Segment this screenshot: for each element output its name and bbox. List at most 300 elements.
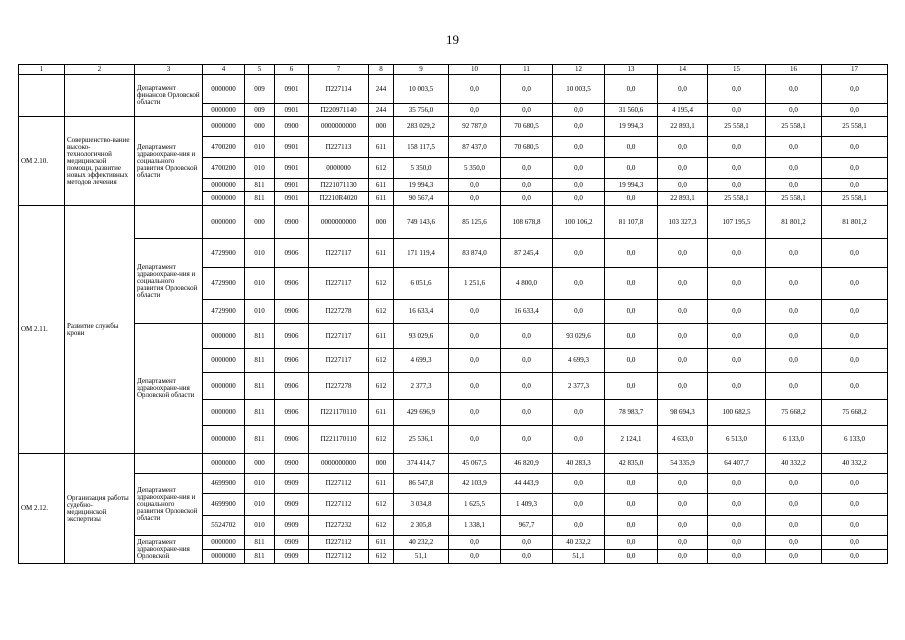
data-cell: 0,0 — [708, 179, 766, 192]
data-cell: 40 332,2 — [822, 454, 888, 474]
data-cell: 25 536,1 — [394, 426, 449, 454]
data-cell: 0,0 — [658, 516, 708, 536]
data-cell: 0,0 — [822, 474, 888, 494]
header-cell: 13 — [605, 65, 658, 75]
data-cell: 0,0 — [766, 239, 822, 268]
data-cell: 010 — [245, 494, 275, 516]
data-cell: 0,0 — [605, 75, 658, 104]
data-cell: 0,0 — [449, 75, 501, 104]
data-cell: 4729900 — [203, 239, 245, 268]
data-cell: 611 — [369, 400, 394, 426]
section-name-cell: Организация работы судебно-медицинской экспертизы — [65, 454, 135, 564]
data-cell: 100 106,2 — [553, 206, 605, 239]
data-cell: 0000000 — [203, 206, 245, 239]
data-cell: 40 283,3 — [553, 454, 605, 474]
data-cell: 0,0 — [501, 104, 553, 117]
data-cell: 54 335,9 — [658, 454, 708, 474]
data-cell: 0,0 — [766, 494, 822, 516]
header-cell: 8 — [369, 65, 394, 75]
data-cell: 81 801,2 — [822, 206, 888, 239]
data-cell: 0,0 — [708, 324, 766, 349]
data-cell: 0000000 — [203, 550, 245, 564]
data-cell: 0,0 — [822, 137, 888, 158]
data-cell: 0,0 — [708, 349, 766, 373]
data-cell: 0,0 — [501, 426, 553, 454]
data-cell: 0000000 — [203, 104, 245, 117]
data-cell: 19 994,3 — [605, 179, 658, 192]
table-row — [19, 536, 888, 550]
data-cell: 4700200 — [203, 158, 245, 179]
data-cell: 0,0 — [553, 158, 605, 179]
data-cell: 0,0 — [766, 474, 822, 494]
data-cell: 967,7 — [501, 516, 553, 536]
data-cell: 0,0 — [766, 516, 822, 536]
data-cell: П227113 — [309, 137, 369, 158]
header-cell: 4 — [203, 65, 245, 75]
data-cell: 5 350,0 — [394, 158, 449, 179]
data-cell: 4699900 — [203, 474, 245, 494]
data-cell: 0906 — [275, 400, 309, 426]
header-cell: 15 — [708, 65, 766, 75]
data-cell: 45 067,5 — [449, 454, 501, 474]
data-cell: 0,0 — [449, 536, 501, 550]
data-cell: 171 119,4 — [394, 239, 449, 268]
data-cell: 0,0 — [708, 268, 766, 300]
data-cell: 158 117,5 — [394, 137, 449, 158]
data-cell: 0,0 — [449, 426, 501, 454]
section-name-cell: Совершенство-вание высоко-технологичной медицинской помощи, развитие новых эффективных методов лечения — [65, 117, 135, 206]
data-cell: 0,0 — [605, 137, 658, 158]
data-cell: 25 558,1 — [822, 192, 888, 206]
data-cell: 0909 — [275, 494, 309, 516]
data-cell: 1 338,1 — [449, 516, 501, 536]
data-cell: П220971140 — [309, 104, 369, 117]
data-cell: 0909 — [275, 536, 309, 550]
data-cell: 0,0 — [553, 516, 605, 536]
data-cell: 6 133,0 — [766, 426, 822, 454]
header-cell: 16 — [766, 65, 822, 75]
data-cell: 0,0 — [449, 104, 501, 117]
data-cell: 4729900 — [203, 268, 245, 300]
data-cell: 0906 — [275, 268, 309, 300]
data-cell: 374 414,7 — [394, 454, 449, 474]
data-cell: 0909 — [275, 474, 309, 494]
data-cell: 0,0 — [605, 536, 658, 550]
table-row — [19, 75, 888, 104]
data-cell: 0000000 — [203, 179, 245, 192]
department-cell: Департамент финансов Орловской области — [135, 75, 203, 117]
data-cell: 612 — [369, 158, 394, 179]
data-cell: 0000000 — [203, 400, 245, 426]
budget-table — [18, 64, 888, 564]
data-cell: 83 874,0 — [449, 239, 501, 268]
data-cell: 93 029,6 — [394, 324, 449, 349]
data-cell: 0,0 — [658, 474, 708, 494]
data-cell: 42 103,9 — [449, 474, 501, 494]
data-cell: 0,0 — [708, 516, 766, 536]
table-row — [19, 324, 888, 349]
data-cell: 0,0 — [658, 158, 708, 179]
data-cell: 612 — [369, 516, 394, 536]
data-cell: 0,0 — [449, 324, 501, 349]
data-cell: П2210R4020 — [309, 192, 369, 206]
data-cell: П221170110 — [309, 426, 369, 454]
header-cell: 17 — [822, 65, 888, 75]
data-cell: 0,0 — [658, 239, 708, 268]
data-cell: 0000000 — [203, 426, 245, 454]
data-cell: 0,0 — [822, 158, 888, 179]
data-cell: 0,0 — [708, 536, 766, 550]
data-cell: 811 — [245, 536, 275, 550]
data-cell: 16 633,4 — [394, 300, 449, 324]
data-cell: 4699900 — [203, 494, 245, 516]
data-cell: 25 558,1 — [708, 117, 766, 137]
data-cell: 612 — [369, 373, 394, 400]
data-cell: 0000000 — [309, 158, 369, 179]
data-cell: 000 — [245, 454, 275, 474]
page-number: 19 — [446, 32, 459, 47]
data-cell: 0909 — [275, 550, 309, 564]
data-cell: 0000000 — [203, 454, 245, 474]
data-cell: 611 — [369, 239, 394, 268]
data-cell: 0901 — [275, 137, 309, 158]
header-cell: 9 — [394, 65, 449, 75]
data-cell: 1 625,5 — [449, 494, 501, 516]
data-cell: 0,0 — [501, 373, 553, 400]
department-cell — [135, 206, 203, 239]
data-cell: 44 443,9 — [501, 474, 553, 494]
data-cell: П221071130 — [309, 179, 369, 192]
data-cell: 0,0 — [605, 373, 658, 400]
department-cell: Департамент здравоохране-ния Орловской области — [135, 324, 203, 454]
header-cell: 2 — [65, 65, 135, 75]
data-cell: 35 756,0 — [394, 104, 449, 117]
data-cell: П221170110 — [309, 400, 369, 426]
data-cell: 611 — [369, 192, 394, 206]
data-cell: 2 377,3 — [394, 373, 449, 400]
data-cell: 85 125,6 — [449, 206, 501, 239]
table-row — [19, 454, 888, 474]
data-cell: 0,0 — [553, 104, 605, 117]
department-cell: Департамент здравоохране-ния и социального развития Орловской области — [135, 474, 203, 536]
data-cell: 0,0 — [766, 373, 822, 400]
data-cell: 0,0 — [766, 324, 822, 349]
data-cell: 0,0 — [822, 550, 888, 564]
data-cell: 5 350,0 — [449, 158, 501, 179]
data-cell: 811 — [245, 349, 275, 373]
data-cell: 0,0 — [501, 75, 553, 104]
data-cell: 010 — [245, 158, 275, 179]
data-cell: 93 029,6 — [553, 324, 605, 349]
table-row — [19, 474, 888, 494]
header-cell: 7 — [309, 65, 369, 75]
data-cell: 0,0 — [822, 75, 888, 104]
data-cell: 0000000 — [203, 324, 245, 349]
data-cell: 010 — [245, 516, 275, 536]
data-cell: 429 696,9 — [394, 400, 449, 426]
data-cell: 51,1 — [394, 550, 449, 564]
data-cell: 0,0 — [553, 400, 605, 426]
data-cell: 0,0 — [501, 536, 553, 550]
data-cell: 40 232,2 — [394, 536, 449, 550]
data-cell: 010 — [245, 474, 275, 494]
data-cell: 0000000000 — [309, 206, 369, 239]
data-cell: 2 124,1 — [605, 426, 658, 454]
data-cell: 612 — [369, 550, 394, 564]
data-cell: 0,0 — [501, 324, 553, 349]
data-cell: 0,0 — [822, 268, 888, 300]
data-cell: 0,0 — [553, 117, 605, 137]
data-cell: 0,0 — [658, 179, 708, 192]
department-cell: Департамент здравоохране-ния Орловской — [135, 536, 203, 564]
data-cell: 4 699,3 — [553, 349, 605, 373]
data-cell: 0,0 — [605, 300, 658, 324]
data-cell: 25 558,1 — [822, 117, 888, 137]
data-cell: 0,0 — [449, 550, 501, 564]
data-cell: 0,0 — [553, 426, 605, 454]
data-cell: 000 — [245, 117, 275, 137]
data-cell: 0000000000 — [309, 117, 369, 137]
data-cell: 0,0 — [501, 349, 553, 373]
data-cell: 0,0 — [822, 373, 888, 400]
header-cell: 5 — [245, 65, 275, 75]
data-cell: 0,0 — [501, 400, 553, 426]
data-cell: 0,0 — [708, 158, 766, 179]
data-cell: 811 — [245, 179, 275, 192]
data-cell: 0,0 — [658, 494, 708, 516]
data-cell: 0,0 — [605, 324, 658, 349]
section-name-cell — [65, 75, 135, 117]
data-cell: 244 — [369, 104, 394, 117]
data-cell: 0,0 — [822, 324, 888, 349]
data-cell: 4 195,4 — [658, 104, 708, 117]
data-cell: 0,0 — [658, 324, 708, 349]
data-cell: 0,0 — [766, 158, 822, 179]
data-cell: 0906 — [275, 426, 309, 454]
data-cell: 0,0 — [658, 137, 708, 158]
data-cell: 0,0 — [449, 400, 501, 426]
data-cell: 0,0 — [708, 75, 766, 104]
data-cell: 009 — [245, 75, 275, 104]
data-cell: 6 051,6 — [394, 268, 449, 300]
data-cell: 75 668,2 — [822, 400, 888, 426]
header-cell: 12 — [553, 65, 605, 75]
data-cell: П227117 — [309, 349, 369, 373]
data-cell: 000 — [369, 117, 394, 137]
data-cell: 0,0 — [708, 474, 766, 494]
table-row — [19, 117, 888, 137]
data-cell: 612 — [369, 300, 394, 324]
data-cell: 0,0 — [708, 239, 766, 268]
data-cell: 40 232,2 — [553, 536, 605, 550]
department-cell — [135, 454, 203, 474]
data-cell: 0,0 — [658, 349, 708, 373]
data-cell: 0000000 — [203, 373, 245, 400]
data-cell: 0,0 — [553, 179, 605, 192]
data-cell: 0,0 — [766, 104, 822, 117]
data-cell: 0,0 — [605, 192, 658, 206]
data-cell: 0,0 — [708, 494, 766, 516]
data-cell: П227117 — [309, 268, 369, 300]
data-cell: 10 003,5 — [553, 75, 605, 104]
data-cell: 81 801,2 — [766, 206, 822, 239]
data-cell: 0900 — [275, 454, 309, 474]
data-cell: 244 — [369, 75, 394, 104]
data-cell: 2 305,8 — [394, 516, 449, 536]
data-cell: 4700200 — [203, 137, 245, 158]
data-cell: 0901 — [275, 104, 309, 117]
data-cell: 0,0 — [766, 550, 822, 564]
data-cell: 0,0 — [766, 137, 822, 158]
data-cell: 90 567,4 — [394, 192, 449, 206]
data-cell: 0906 — [275, 300, 309, 324]
section-name-cell: Развитие службы крови — [65, 206, 135, 454]
data-cell: П227114 — [309, 75, 369, 104]
data-cell: 78 983,7 — [605, 400, 658, 426]
header-cell: 11 — [501, 65, 553, 75]
data-cell: 0,0 — [553, 137, 605, 158]
data-cell: 811 — [245, 192, 275, 206]
data-cell: 0906 — [275, 324, 309, 349]
data-cell: 40 332,2 — [766, 454, 822, 474]
data-cell: 000 — [369, 454, 394, 474]
data-cell: 51,1 — [553, 550, 605, 564]
data-cell: 25 558,1 — [766, 192, 822, 206]
data-cell: 16 633,4 — [501, 300, 553, 324]
data-cell: 611 — [369, 474, 394, 494]
data-cell: П227117 — [309, 239, 369, 268]
data-cell: 0,0 — [822, 349, 888, 373]
data-cell: 811 — [245, 426, 275, 454]
data-cell: 811 — [245, 324, 275, 349]
data-cell: 25 558,1 — [708, 192, 766, 206]
data-cell: 0,0 — [822, 300, 888, 324]
data-cell: П227278 — [309, 373, 369, 400]
data-cell: П227232 — [309, 516, 369, 536]
data-cell: 749 143,6 — [394, 206, 449, 239]
data-cell: 0,0 — [501, 192, 553, 206]
data-cell: 009 — [245, 104, 275, 117]
data-cell: 75 668,2 — [766, 400, 822, 426]
section-code-cell: ОМ 2.11. — [19, 206, 65, 454]
data-cell: 010 — [245, 239, 275, 268]
data-cell: 0,0 — [605, 158, 658, 179]
data-cell: 0,0 — [501, 179, 553, 192]
data-cell: 0,0 — [766, 349, 822, 373]
data-cell: 6 133,0 — [822, 426, 888, 454]
data-cell: 0,0 — [766, 75, 822, 104]
data-cell: 31 560,6 — [605, 104, 658, 117]
data-cell: 0,0 — [658, 550, 708, 564]
data-cell: 0000000 — [203, 349, 245, 373]
data-cell: 0,0 — [766, 536, 822, 550]
data-cell: 0901 — [275, 75, 309, 104]
table-row — [19, 206, 888, 239]
data-cell: 0,0 — [605, 516, 658, 536]
data-cell: 0,0 — [766, 300, 822, 324]
data-cell: 0,0 — [708, 137, 766, 158]
data-cell: 0,0 — [708, 300, 766, 324]
header-cell: 10 — [449, 65, 501, 75]
data-cell: 611 — [369, 137, 394, 158]
data-cell: 6 513,0 — [708, 426, 766, 454]
data-cell: П227112 — [309, 474, 369, 494]
data-cell: 108 678,8 — [501, 206, 553, 239]
data-cell: 19 994,3 — [605, 117, 658, 137]
data-cell: 0,0 — [766, 179, 822, 192]
data-cell: П227117 — [309, 324, 369, 349]
data-cell: 0,0 — [822, 494, 888, 516]
data-cell: 010 — [245, 300, 275, 324]
data-cell: 103 327,3 — [658, 206, 708, 239]
data-cell: 100 682,5 — [708, 400, 766, 426]
data-cell: 0,0 — [822, 179, 888, 192]
data-cell: 0,0 — [449, 373, 501, 400]
data-cell: 0,0 — [553, 192, 605, 206]
data-cell: 0,0 — [708, 550, 766, 564]
data-cell: 0,0 — [553, 239, 605, 268]
data-cell: 0,0 — [822, 516, 888, 536]
data-cell: 0901 — [275, 158, 309, 179]
data-cell: 0,0 — [658, 373, 708, 400]
data-cell: 22 893,1 — [658, 117, 708, 137]
data-cell: 81 107,8 — [605, 206, 658, 239]
data-cell: 70 680,5 — [501, 137, 553, 158]
data-cell: 0,0 — [658, 300, 708, 324]
data-cell: 0,0 — [822, 239, 888, 268]
data-cell: П227112 — [309, 494, 369, 516]
data-cell: 0000000 — [203, 192, 245, 206]
table-row — [19, 239, 888, 268]
data-cell: 0,0 — [605, 550, 658, 564]
data-cell: 0000000 — [203, 75, 245, 104]
data-cell: 0000000000 — [309, 454, 369, 474]
data-cell: 0,0 — [605, 349, 658, 373]
data-cell: 5524702 — [203, 516, 245, 536]
data-cell: 64 407,7 — [708, 454, 766, 474]
data-cell: 0,0 — [553, 268, 605, 300]
data-cell: 0,0 — [449, 349, 501, 373]
data-cell: 0,0 — [658, 268, 708, 300]
data-cell: 811 — [245, 550, 275, 564]
data-cell: 0,0 — [822, 104, 888, 117]
data-cell: 611 — [369, 536, 394, 550]
data-cell: 010 — [245, 137, 275, 158]
data-cell: 4 633,0 — [658, 426, 708, 454]
data-cell: 0906 — [275, 239, 309, 268]
data-cell: 0,0 — [658, 75, 708, 104]
data-cell: 0,0 — [501, 158, 553, 179]
data-cell: 25 558,1 — [766, 117, 822, 137]
data-cell: 0,0 — [708, 104, 766, 117]
data-cell: 612 — [369, 349, 394, 373]
data-cell: 0,0 — [449, 192, 501, 206]
data-cell: 92 787,0 — [449, 117, 501, 137]
data-cell: 87 437,0 — [449, 137, 501, 158]
data-cell: 000 — [245, 206, 275, 239]
data-cell: 0901 — [275, 179, 309, 192]
data-cell: 4729900 — [203, 300, 245, 324]
data-cell: 612 — [369, 494, 394, 516]
header-cell: 1 — [19, 65, 65, 75]
section-code-cell: ОМ 2.12. — [19, 454, 65, 564]
data-cell: 0909 — [275, 516, 309, 536]
data-cell: 86 547,8 — [394, 474, 449, 494]
data-cell: 46 820,9 — [501, 454, 553, 474]
data-cell: 0900 — [275, 117, 309, 137]
data-cell: 0,0 — [553, 300, 605, 324]
data-cell: 0,0 — [449, 300, 501, 324]
